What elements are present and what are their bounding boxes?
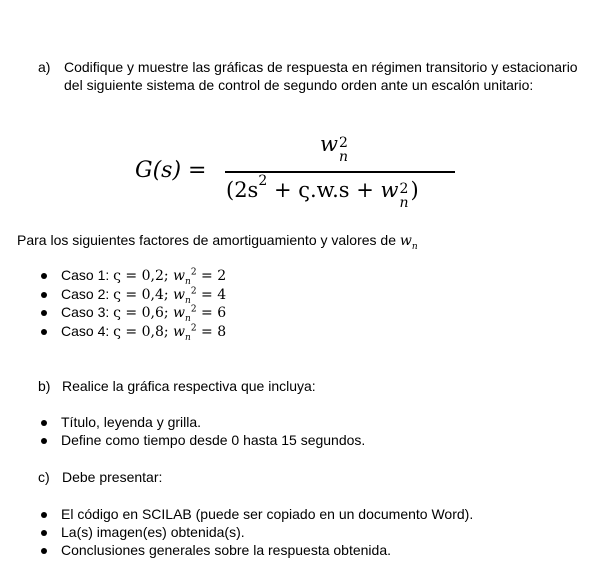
case-item: Caso 3: ς = 0,6; $w_n^2 = 6$: [61, 304, 227, 324]
bullet-icon: [41, 548, 47, 554]
formula-lhs: G(s) =: [135, 158, 207, 183]
list-item: La(s) imagen(es) obtenida(s).: [61, 524, 245, 540]
list-item: Conclusiones generales sobre la respuesta obtenida.: [61, 542, 391, 558]
case-item: Caso 1: ς = 0,2; $w_n^2 = 2$: [61, 267, 227, 287]
formula-denominator: ($2s^2 + \varsigma.w.s + w$ 2 n ): [226, 173, 419, 211]
list-item: Define como tiempo desde 0 hasta 15 segundos.: [61, 432, 366, 448]
list-item: El código en SCILAB (puede ser copiado en un documento Word).: [61, 506, 474, 522]
bullet-icon: [41, 512, 47, 518]
section-a-line2: del siguiente sistema de control de segundo orden ante un escalón unitario:: [64, 77, 534, 93]
formula-numerator: w 2 n: [320, 132, 349, 165]
section-b-text: Realice la gráfica respectiva que incluya:: [62, 378, 316, 394]
bullet-icon: [41, 310, 47, 316]
case-item: Caso 2: ς = 0,4; $w_n^2 = 4$: [61, 286, 227, 306]
section-b-marker: b): [38, 378, 51, 394]
bullet-icon: [41, 273, 47, 279]
bullet-icon: [41, 438, 47, 444]
bullet-icon: [41, 530, 47, 536]
section-c-text: Debe presentar:: [62, 469, 163, 485]
section-a-marker: a): [38, 59, 51, 75]
case-item: Caso 4: ς = 0,8; $w_n^2 = 8$: [61, 323, 227, 343]
list-item: Título, leyenda y grilla.: [61, 414, 202, 430]
intro-text: Para los siguientes factores de amortiguamiento y valores de $w_n$: [17, 232, 418, 252]
bullet-icon: [41, 292, 47, 298]
section-a-line1: Codifique y muestre las gráficas de respuesta en régimen transitorio y estacionario: [64, 59, 578, 75]
bullet-icon: [41, 420, 47, 426]
bullet-icon: [41, 329, 47, 335]
section-c-marker: c): [38, 469, 50, 485]
